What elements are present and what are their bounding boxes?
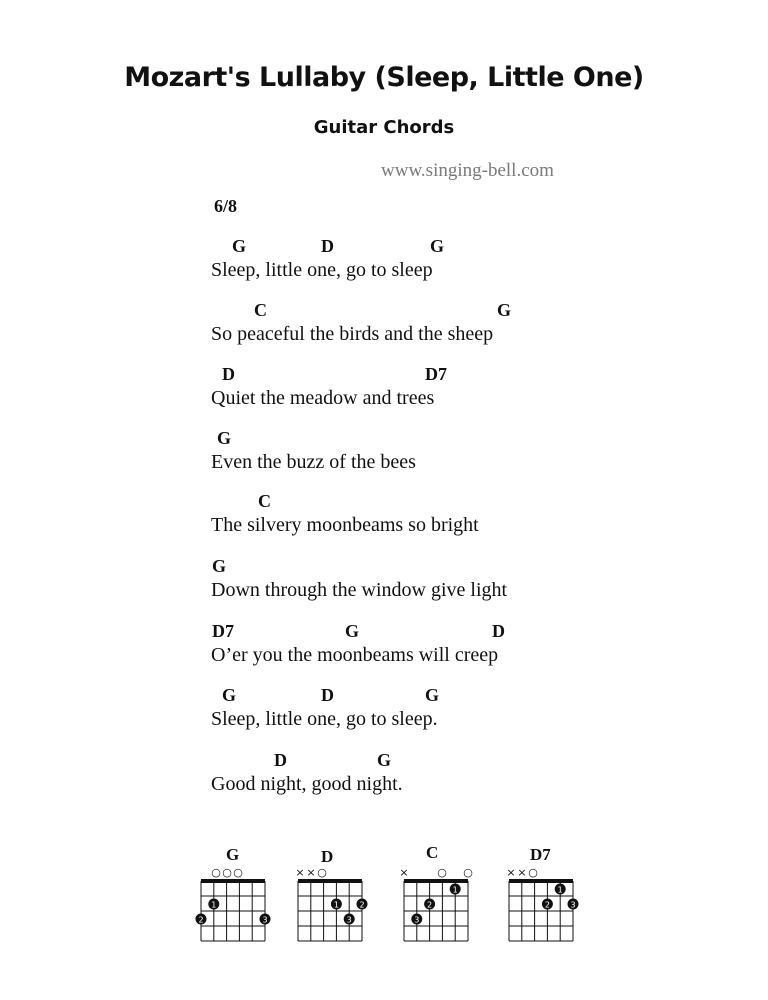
song-title: Mozart's Lullaby (Sleep, Little One)	[124, 62, 644, 93]
muted-string-marker: ×	[506, 866, 516, 879]
open-string-marker: ○	[233, 866, 243, 879]
open-string-marker: ○	[437, 866, 447, 879]
chord-diagram-title-g: G	[226, 845, 240, 864]
lyric-line: Sleep, little one, go to sleep.	[211, 708, 438, 730]
chord-label: G	[212, 556, 227, 576]
chord-label: D7	[425, 364, 447, 384]
open-string-marker: ○	[317, 866, 327, 879]
chord-diagram-d	[292, 860, 372, 950]
chord-label: D	[492, 621, 505, 641]
chord-diagram-d7	[503, 860, 585, 950]
website-url: www.singing-bell.com	[381, 160, 554, 181]
open-string-marker: ○	[222, 866, 232, 879]
lyric-line: O’er you the moonbeams will creep	[211, 644, 499, 666]
finger-number: 2	[198, 915, 204, 925]
chord-label: D	[321, 236, 334, 256]
muted-string-marker: ×	[295, 866, 305, 879]
chord-diagram-c	[396, 860, 478, 950]
finger-number: 1	[452, 885, 458, 895]
chord-label: D	[321, 685, 334, 705]
chord-label: G	[497, 300, 512, 320]
chord-label: G	[345, 621, 360, 641]
open-string-marker: ○	[463, 866, 473, 879]
lyric-line: Down through the window give light	[211, 579, 508, 601]
chord-label: D	[222, 364, 235, 384]
lyric-line: So peaceful the birds and the sheep	[211, 323, 494, 345]
chord-label: G	[377, 750, 392, 770]
chord-diagram-title-d7: D7	[530, 845, 551, 864]
finger-number: 3	[346, 915, 352, 925]
chord-label: G	[222, 685, 237, 705]
lyric-line: Good night, good night.	[211, 773, 403, 795]
open-string-marker: ○	[211, 866, 221, 879]
chord-label: G	[430, 236, 445, 256]
muted-string-marker: ×	[399, 866, 409, 879]
lyric-line: Sleep, little one, go to sleep	[211, 259, 433, 281]
finger-number: 3	[262, 915, 268, 925]
finger-number: 2	[544, 900, 550, 910]
song-subtitle: Guitar Chords	[313, 117, 455, 138]
time-signature: 6/8	[214, 196, 238, 216]
finger-number: 2	[427, 900, 433, 910]
finger-number: 1	[211, 900, 217, 910]
lyric-line: Quiet the meadow and trees	[211, 387, 435, 409]
finger-number: 1	[333, 900, 339, 910]
chord-diagram-g	[192, 860, 272, 950]
finger-number: 2	[359, 900, 365, 910]
chord-diagram-title-d: D	[321, 847, 334, 866]
chord-label: D	[274, 750, 287, 770]
chord-label: D7	[212, 621, 234, 641]
finger-number: 3	[570, 900, 576, 910]
chord-label: G	[232, 236, 247, 256]
chord-label: C	[258, 491, 271, 511]
muted-string-marker: ×	[306, 866, 316, 879]
muted-string-marker: ×	[517, 866, 527, 879]
lyric-line: The silvery moonbeams so bright	[211, 514, 479, 536]
open-string-marker: ○	[528, 866, 538, 879]
finger-number: 1	[557, 885, 563, 895]
chord-label: C	[254, 300, 267, 320]
chord-label: G	[425, 685, 440, 705]
lyric-line: Even the buzz of the bees	[211, 451, 416, 473]
finger-number: 3	[414, 915, 420, 925]
chord-label: G	[217, 428, 232, 448]
chord-diagram-title-c: C	[426, 843, 439, 862]
